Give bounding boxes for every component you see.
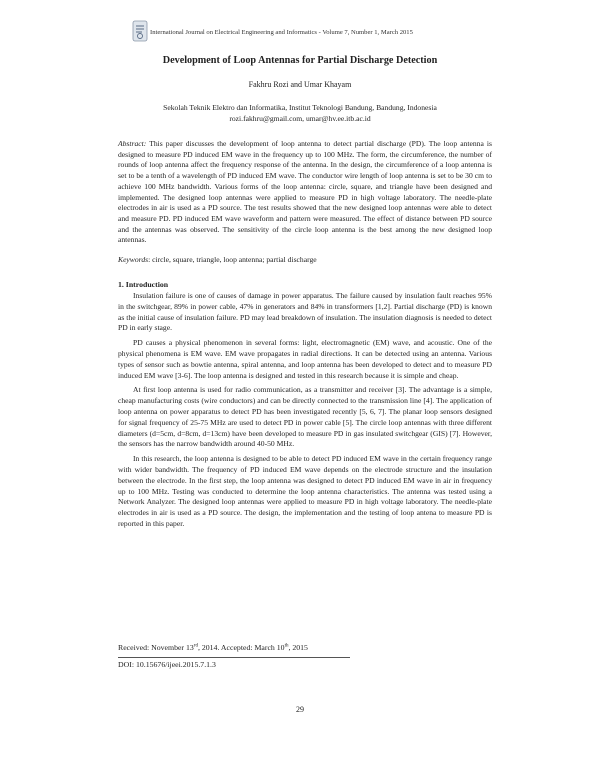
affiliation-block — [0, 102, 600, 124]
paragraph: Insulation failure is one of causes of damage in power apparatus. The failure caused by insulation fault reaches 95% in the switchgear, 89% in power cable, 47% in generators and 84% in transformers [1,2]. Partial discharge (PD) is known as the initial cause of insulation failure. PD may lead breakdown of insulation. The insulation diagnosis is needed to detect PD in early stage. — [118, 291, 492, 333]
received-accepted-dates: Received: November 13rd, 2014. Accepted: March 10th, 2015 — [118, 643, 308, 652]
affiliation: Sekolah Teknik Elektro dan Informatika, Institut Teknologi Bandung, Bandung, Indonesia — [163, 103, 437, 112]
page-number: 29 — [296, 705, 304, 714]
abstract — [118, 139, 492, 246]
journal-name: International Journal on Electrical Engineering and Informatics - Volume 7, Number 1, March 2015 — [150, 29, 413, 36]
footer-divider — [118, 657, 350, 658]
author-emails: rozi.fakhru@gmail.com, umar@hv.ee.itb.ac.id — [229, 114, 371, 123]
paper-title: Development of Loop Antennas for Partial Discharge Detection — [162, 55, 438, 66]
keywords — [118, 255, 492, 264]
paragraph: At first loop antenna is used for radio communication, as a transmitter and receiver [3]. The advantage is a simple, cheap manufacturing costs (wire conductors) and can be directly connected to the transmission line [4]. The application of loop antenna on power apparatus to detect PD has been investigated recently [5, 6, 7]. The planar loop sensors designed for signal frequency of 25-75 MHz are used to detect PD in power cable [5]. The circle loop antennas with three different diameters (d=5cm, d=8cm, d=13cm) have been developed to measure PD in gas insulated switchgear (GIS) [7]. However, the sensors has the narrow bandwidth around 40-50 MHz. — [118, 385, 492, 449]
journal-logo-icon — [132, 20, 148, 42]
section-body — [118, 291, 492, 534]
paragraph: In this research, the loop antenna is designed to be able to detect PD induced EM wave in the certain frequency range with wider bandwidth. The frequency of PD induced EM wave depends on the electrode structure and the insulation between the electrode. In the first step, the loop antenna was designed to detect PD induced EM wave in air in frequency up to 100 MHz. Testing was conducted to determine the loop antenna characteristics. The antenna was tested using a Network Analyzer. The designed loop antennas were applied to measure PD in high voltage laboratory. The needle-plate electrodes in air is used as a PD source. The design, the implementation and the testing of loop antena to measure PD is reported in this paper. — [118, 454, 492, 528]
keywords-label: Keywords — [118, 255, 149, 264]
doi: DOI: 10.15676/ijeei.2015.7.1.3 — [118, 660, 216, 669]
section-heading: 1. Introduction — [118, 280, 169, 289]
paragraph: PD causes a physical phenomenon in several forms: light, electromagnetic (EM) wave, and acoustic. One of the physical phenomena is EM wave. EM wave propagates in radial directions. It can be detected using an antenna. Various types of sensor such as bowtie antenna, spiral antenna, and loop antenna has been developed to detect and to measure PD induced EM wave [3-6]. The loop antenna is designed and tested in this research because it is simple and cheap. — [118, 338, 492, 380]
abstract-text: This paper discusses the development of loop antenna to detect partial discharge (PD). The loop antenna is designed to measure PD induced EM wave in the frequency up to 100 MHz. The form, the circumference, the number of rounds of loop antenna affect the frequency response of the antenna. In the design, the circumference of a loop antenna is set to be a tenth of a wavelength of PD induced EM wave. The conductor wire length of loop antenna is set to be 30 cm to achieve 100 MHz bandwidth. Various forms of the loop antenna: circle, square, and triangle have been designed and implemented. The designed loop antennas were applied to measure PD in high voltage laboratory. The needle-plate electrodes in air is used as a PD source. The test results showed that the new designed loop antennas were able to detect and measure PD. PD induced EM wave waveform and pattern were measured. The effect of distance between PD source and the antennas was observed. The sensitivity of the circle loop antenna is the best among the new designed loop antennas. — [118, 139, 492, 245]
authors: Fakhru Rozi and Umar Khayam — [248, 80, 352, 89]
journal-header — [132, 20, 472, 42]
abstract-label: Abstract: — [118, 139, 147, 148]
keywords-text: : circle, square, triangle, loop antenna; partial discharge — [148, 255, 317, 264]
